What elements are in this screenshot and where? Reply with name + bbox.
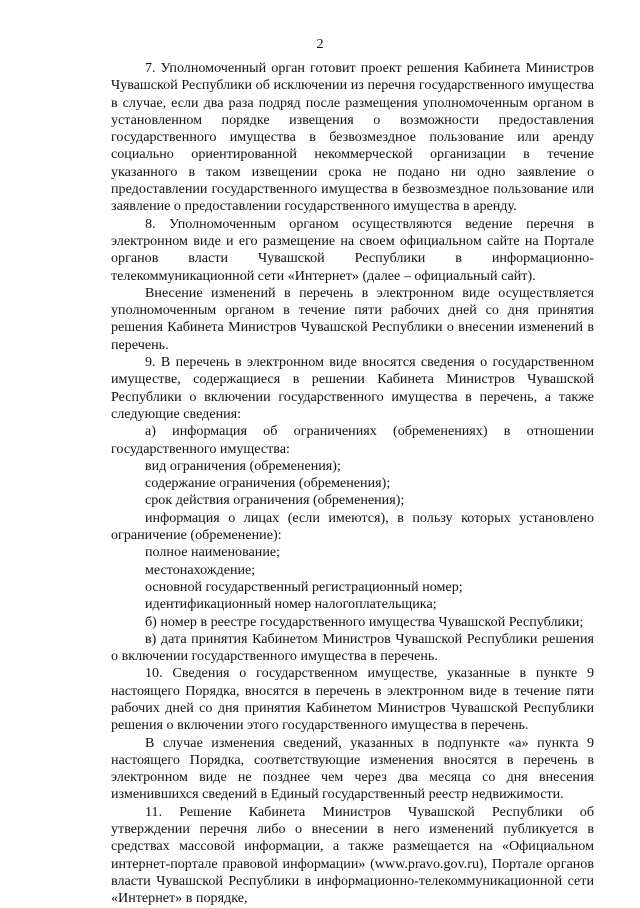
list-item: срок действия ограничения (обременения);: [145, 492, 405, 509]
list-item: информация о лицах (если имеются), в пользу которых установлено ограничение (обременение):: [111, 509, 594, 544]
paragraph: 9. В перечень в электронном виде вносятся сведения о государственном имуществе, содержащиеся в решении Кабинета Министров Чувашской Республики о включении государственного имущества в перечень, а также следующие сведения:: [111, 354, 594, 422]
list-item: содержание ограничения (обременения);: [145, 475, 391, 492]
list-item: вид ограничения (обременения);: [145, 457, 341, 474]
list-item: полное наименование;: [145, 544, 281, 561]
list-item: а) информация об ограничениях (обременениях) в отношении государственного имущества:: [111, 423, 594, 457]
document-body: [111, 60, 594, 908]
paragraph: 8. Уполномоченным органом осуществляются ведение перечня в электронном виде и его размещение на своем официальном сайте на Портале органов власти Чувашской Республики в информационно-телекоммуникационной сети «Интернет» (далее – официальный сайт).: [111, 215, 594, 284]
list-item: местонахождение;: [145, 561, 256, 578]
paragraph: 7. Уполномоченный орган готовит проект решения Кабинета Министров Чувашской Республики об исключении из перечня государственного имущества в случае, если два раза подряд после размещения уполномоченным органом в установленном порядке извещения о возможности предоставления государственного имущества в безвозмездное пользование или аренду социально ориентированной некоммерческой организации в течение указанного в таком извещении срока не подано ни одно заявление о предоставлении государственного имущества в безвозмездное пользование или заявление о предоставлении государственного имущества в аренду.: [111, 60, 594, 215]
list-item: основной государственный регистрационный номер;: [145, 578, 463, 595]
paragraph: 11. Решение Кабинета Министров Чувашской Республики об утверждении перечня либо о внесении в него изменений публикуется в средствах массовой информации, а также размещается на «Официальном интернет-портале правовой информации» (www.pravo.gov.ru), Портале органов власти Чувашской Республики в информационно-телекоммуникационной сети «Интернет» в порядке,: [111, 803, 594, 907]
paragraph: В случае изменения сведений, указанных в подпункте «а» пункта 9 настоящего Порядка, соответствующие изменения вносятся в перечень в электронном виде не позднее чем через два месяца со дня внесения изменившихся сведений в Единый государственный реестр недвижимости.: [111, 734, 594, 803]
paragraph: Внесение изменений в перечень в электронном виде осуществляется уполномоченным органом в течение пяти рабочих дней со дня принятия решения Кабинета Министров Чувашской Республики о внесении изменений в перечень.: [111, 284, 594, 353]
list-item: в) дата принятия Кабинетом Министров Чувашской Республики решения о включении государственного имущества в перечень.: [111, 630, 594, 665]
list-item: идентификационный номер налогоплательщика;: [145, 596, 437, 613]
list-item: б) номер в реестре государственного имущества Чувашской Республики;: [145, 613, 584, 630]
paragraph: 10. Сведения о государственном имуществе, указанные в пункте 9 настоящего Порядка, вносятся в перечень в электронном виде в течение пяти рабочих дней со дня принятия Кабинетом Министров Чувашской Республики решения о включении этого государственного имущества в перечень.: [111, 665, 594, 734]
page-number: 2: [316, 36, 324, 52]
